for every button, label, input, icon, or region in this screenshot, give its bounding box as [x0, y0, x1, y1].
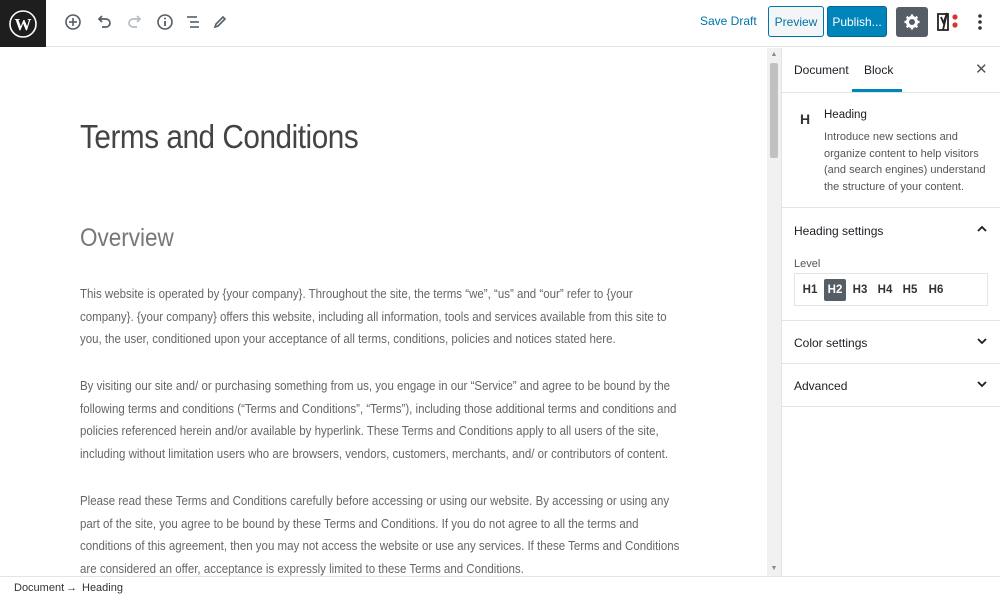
- editor-scrollbar[interactable]: [767, 48, 781, 576]
- wordpress-logo-button[interactable]: [0, 0, 46, 47]
- settings-sidebar: [781, 48, 1000, 576]
- editor-canvas: [0, 48, 767, 576]
- redo-icon: [126, 13, 144, 31]
- heading-level-h5[interactable]: H5: [902, 284, 918, 296]
- heading-level-toolbar: [794, 273, 988, 306]
- heading-settings-panel: [782, 208, 1000, 321]
- block-card-title: Heading: [824, 109, 867, 121]
- settings-button[interactable]: [896, 7, 928, 37]
- yoast-icon: [934, 8, 964, 36]
- advanced-title: Advanced: [794, 379, 848, 393]
- block-breadcrumb: [0, 576, 1000, 600]
- chevron-down-icon: [976, 378, 988, 390]
- heading-level-h3[interactable]: H3: [852, 284, 868, 296]
- svg-text:W: W: [14, 14, 32, 34]
- editor-header: [0, 0, 1000, 47]
- undo-button[interactable]: [91, 9, 117, 35]
- tab-block[interactable]: Block: [864, 63, 894, 77]
- chevron-up-icon[interactable]: [976, 223, 988, 235]
- scroll-up-arrow-icon[interactable]: ▲: [770, 51, 778, 58]
- content-info-button[interactable]: [152, 9, 178, 35]
- gear-icon: [903, 13, 921, 31]
- more-tools-button[interactable]: [968, 8, 992, 36]
- block-navigation-button[interactable]: [180, 9, 206, 35]
- scroll-down-arrow-icon[interactable]: ▼: [770, 565, 778, 572]
- publish-button[interactable]: Publish...: [827, 6, 887, 37]
- active-tab-indicator: [852, 89, 902, 92]
- heading-block-icon: H: [800, 111, 811, 127]
- post-title[interactable]: Terms and Conditions: [80, 118, 359, 155]
- preview-button[interactable]: Preview: [768, 6, 824, 37]
- sidebar-tabs: [782, 48, 1000, 93]
- breadcrumb-heading[interactable]: Heading: [82, 582, 123, 594]
- scroll-thumb[interactable]: [770, 63, 778, 158]
- add-block-button[interactable]: [60, 9, 86, 35]
- info-icon: [156, 13, 174, 31]
- paragraph-block[interactable]: Please read these Terms and Conditions carefully before accessing or using our website. By accessing or using any part of the site, you agree to be bound by these Terms and Conditions. If you do not agree to all the terms and conditions of this agreement, then you may not access the website or use any services. If these Terms and Conditions are considered an offer, acceptance is expressly limited to these Terms and Conditions.: [80, 494, 680, 576]
- vertical-ellipsis-icon: [977, 13, 983, 31]
- advanced-panel[interactable]: [782, 364, 1000, 407]
- paragraph-block[interactable]: This website is operated by {your company}. Throughout the site, the terms “we”, “us” and “our” refer to {your company}. {your company} offers this website, including all information, tools and services available from this site to you, the user, conditioned upon your acceptance of all terms, conditions, policies and notices stated here.: [80, 287, 667, 347]
- level-label: Level: [794, 258, 821, 270]
- pencil-icon: [211, 13, 229, 31]
- color-settings-title: Color settings: [794, 336, 868, 350]
- wordpress-icon: [8, 9, 38, 39]
- breadcrumb-separator: →: [66, 582, 77, 594]
- chevron-down-icon: [976, 335, 988, 347]
- breadcrumb-document[interactable]: Document: [14, 582, 65, 594]
- save-draft-button[interactable]: Save Draft: [700, 14, 757, 28]
- redo-button[interactable]: [122, 9, 148, 35]
- heading-settings-toggle[interactable]: Heading settings: [794, 224, 884, 238]
- heading-level-h6[interactable]: H6: [928, 284, 944, 296]
- list-outline-icon: [184, 13, 202, 31]
- yoast-seo-button[interactable]: [934, 8, 964, 36]
- heading-level-h4[interactable]: H4: [877, 284, 893, 296]
- undo-icon: [95, 13, 113, 31]
- block-card-description: Introduce new sections and organize content to help visitors (and search engines) understand the structure of your content.: [824, 131, 986, 193]
- block-card: [782, 93, 1000, 208]
- heading-level-h1[interactable]: H1: [802, 284, 818, 296]
- heading-block[interactable]: Overview: [80, 224, 174, 252]
- heading-level-h2[interactable]: H2: [824, 279, 846, 301]
- tab-document[interactable]: Document: [794, 63, 849, 77]
- color-settings-panel[interactable]: [782, 321, 1000, 364]
- plus-circle-icon: [64, 13, 82, 31]
- paragraph-block[interactable]: By visiting our site and/ or purchasing something from us, you engage in our “Service” and agree to be bound by the following terms and conditions (“Terms and Conditions”, “Terms”), including those additional terms and conditions and policies referenced herein and/or available by hyperlink. These Terms and Conditions apply to all users of the site, including without limitation users who are browsers, vendors, customers, merchants, and/ or contributors of content.: [80, 379, 677, 461]
- edit-mode-button[interactable]: [207, 9, 233, 35]
- close-icon[interactable]: ✕: [975, 61, 988, 78]
